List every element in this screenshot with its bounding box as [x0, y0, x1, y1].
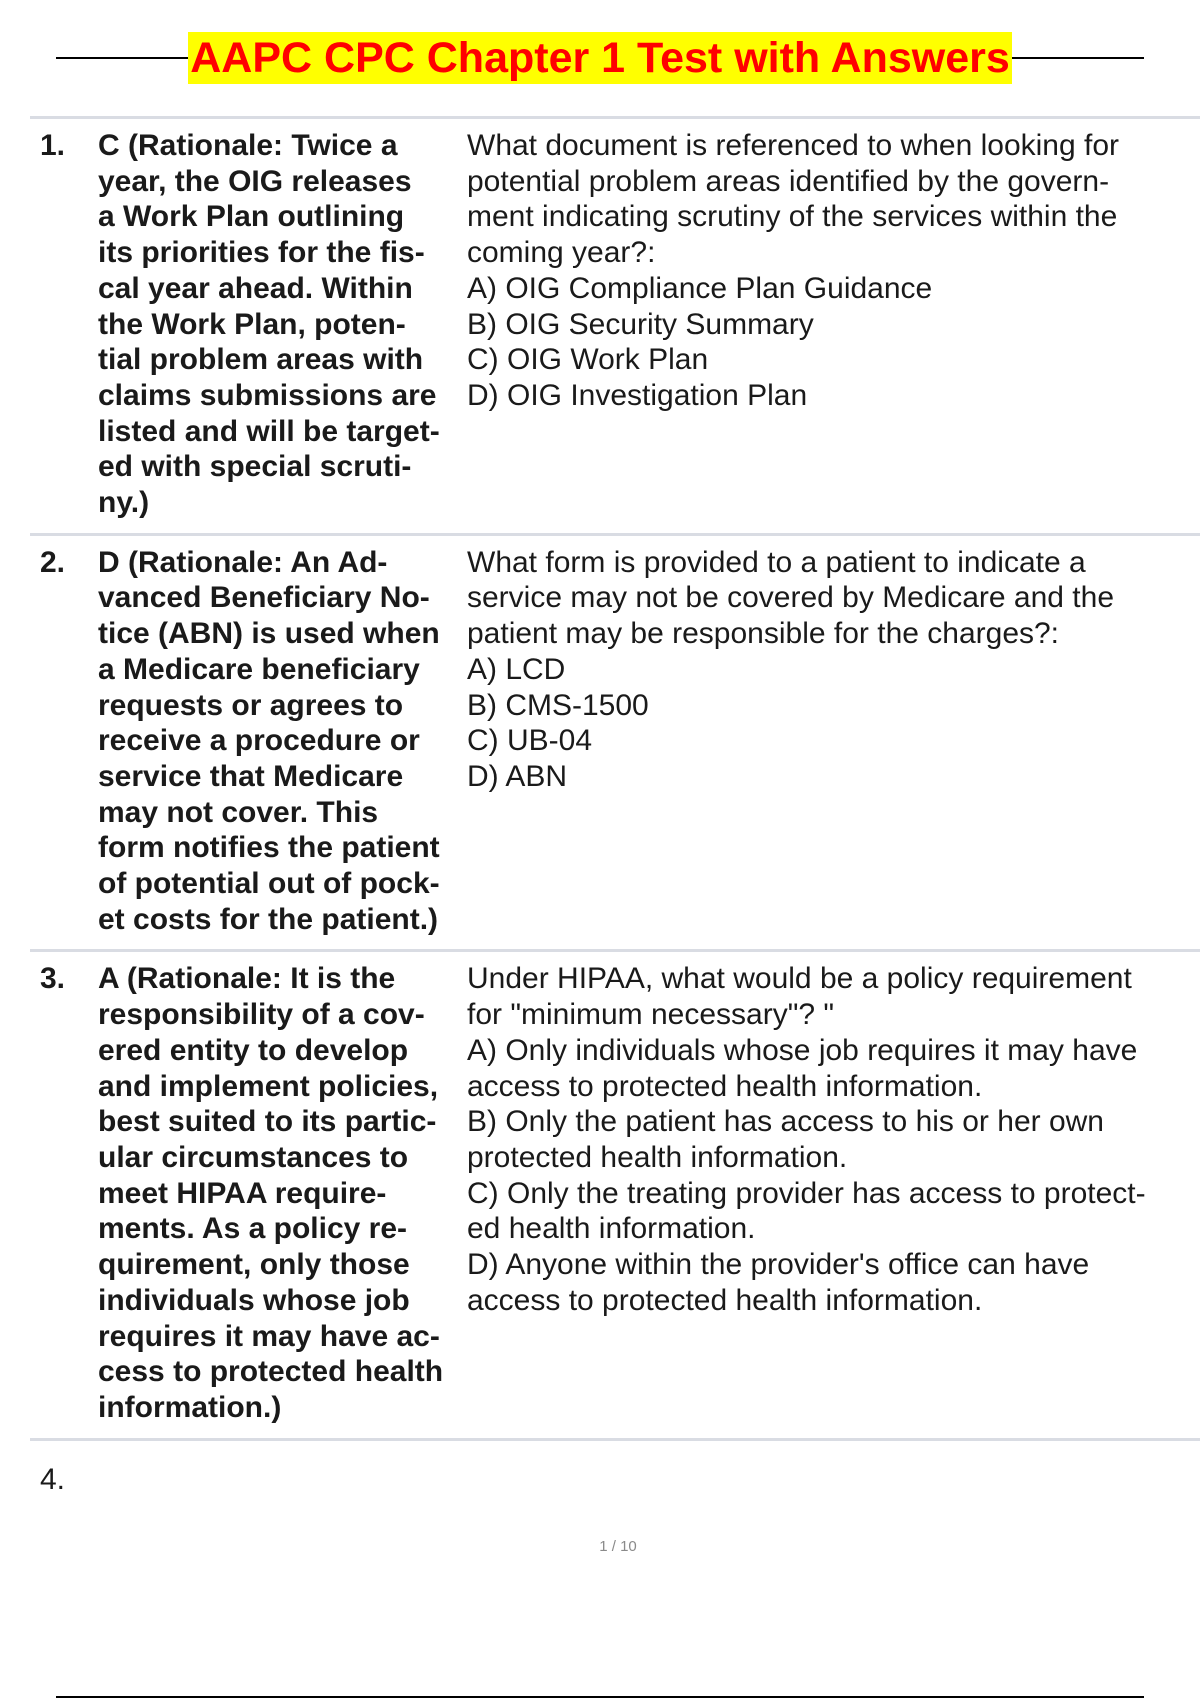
question-line: B) CMS-1500 [467, 688, 649, 722]
question-line: C) Only the treating provider has access to protect- [467, 1176, 1146, 1210]
answer-rationale [98, 961, 464, 1425]
question-line: access to protected health information. [467, 1069, 983, 1103]
question-line: C) UB-04 [467, 724, 593, 758]
answer-line: may not cover. This [98, 795, 379, 829]
question-line: service may not be covered by Medicare and the [467, 581, 1115, 615]
qa-list [30, 116, 1200, 1509]
document-title: AAPC CPC Chapter 1 Test with Answers [190, 34, 1010, 82]
question-text [464, 545, 1183, 938]
answer-line: claims submissions are [98, 378, 437, 412]
answer-line: responsibility of a cov- [98, 998, 425, 1032]
question-line: for "minimum necessary"? " [467, 998, 835, 1032]
answer-rationale [98, 128, 464, 521]
question-line: B) OIG Security Summary [467, 307, 814, 341]
answer-line: individuals whose job [98, 1283, 410, 1317]
question-line: patient may be responsible for the charges?: [467, 617, 1060, 651]
answer-line: ny.) [98, 486, 150, 520]
answer-line: of potential out of pock- [98, 867, 440, 901]
answer-line: ed with special scruti- [98, 450, 412, 484]
qa-item [30, 119, 1200, 533]
question-line: What document is referenced to when looking for [467, 129, 1120, 162]
question-line: ment indicating scrutiny of the services within the [467, 200, 1118, 234]
item-number: 3. [40, 962, 66, 996]
question-line: access to protected health information. [467, 1283, 983, 1317]
qa-item [30, 952, 1200, 1437]
question-line: Under HIPAA, what would be a policy requirement [467, 962, 1132, 996]
item-number: 2. [40, 545, 66, 579]
bottom-rule [56, 1696, 1144, 1698]
item-number: 4. [40, 1462, 66, 1496]
answer-line: its priorities for the fis- [98, 236, 425, 270]
question-line: ed health information. [467, 1212, 756, 1246]
qa-item [30, 536, 1200, 950]
answer-rationale [98, 1450, 464, 1498]
question-line: protected health information. [467, 1140, 848, 1174]
title-rule-right [1012, 57, 1144, 59]
answer-line: listed and will be target- [98, 414, 440, 448]
answer-line: meet HIPAA require- [98, 1176, 387, 1210]
question-text [464, 128, 1183, 521]
answer-line: requires it may have ac- [98, 1319, 440, 1353]
answer-line: A (Rationale: It is the [98, 962, 396, 996]
qa-item [30, 1441, 1200, 1510]
answer-rationale [98, 545, 464, 938]
question-text [464, 1450, 1183, 1498]
answer-line: requests or agrees to [98, 688, 404, 722]
answer-line: D (Rationale: An Ad- [98, 545, 388, 579]
answer-line: and implement policies, [98, 1069, 439, 1103]
answer-line: et costs for the patient.) [98, 902, 439, 936]
answer-line: year, the OIG releases [98, 164, 412, 198]
question-line: A) LCD [467, 652, 566, 686]
answer-line: quirement, only those [98, 1248, 410, 1282]
answer-line: vanced Beneficiary No- [98, 581, 430, 615]
question-line: C) OIG Work Plan [467, 343, 709, 377]
answer-line: receive a procedure or [98, 724, 420, 758]
answer-line: cess to protected health [98, 1355, 444, 1389]
question-line: potential problem areas identified by the govern- [467, 164, 1110, 198]
question-line: D) Anyone within the provider's office can have [467, 1248, 1090, 1282]
answer-line: tial problem areas with [98, 343, 424, 377]
question-line: What form is provided to a patient to indicate a [467, 545, 1086, 579]
answer-line: a Work Plan outlining [98, 200, 405, 234]
question-line: D) OIG Investigation Plan [467, 378, 808, 412]
question-line: coming year?: [467, 236, 656, 270]
answer-line: tice (ABN) is used when [98, 617, 440, 651]
document-header [56, 28, 1144, 88]
answer-line: the Work Plan, poten- [98, 307, 406, 341]
answer-line: service that Medicare [98, 759, 404, 793]
answer-line: ments. As a policy re- [98, 1212, 407, 1246]
answer-line: information.) [98, 1390, 282, 1424]
page-indicator: 1 / 10 [599, 1538, 637, 1555]
answer-line: ular circumstances to [98, 1140, 409, 1174]
answer-line: form notifies the patient [98, 831, 440, 865]
question-line: B) Only the patient has access to his or her own [467, 1105, 1104, 1139]
item-number: 1. [40, 129, 66, 162]
answer-line: ered entity to develop [98, 1033, 409, 1067]
title-rule-left [56, 57, 188, 59]
answer-line: C (Rationale: Twice a [98, 129, 398, 162]
question-line: D) ABN [467, 759, 568, 793]
answer-line: best suited to its partic- [98, 1105, 437, 1139]
answer-line: cal year ahead. Within [98, 271, 413, 305]
question-text [464, 961, 1183, 1425]
answer-line: a Medicare beneficiary [98, 652, 420, 686]
question-line: A) OIG Compliance Plan Guidance [467, 271, 933, 305]
question-line: A) Only individuals whose job requires it may have [467, 1033, 1138, 1067]
